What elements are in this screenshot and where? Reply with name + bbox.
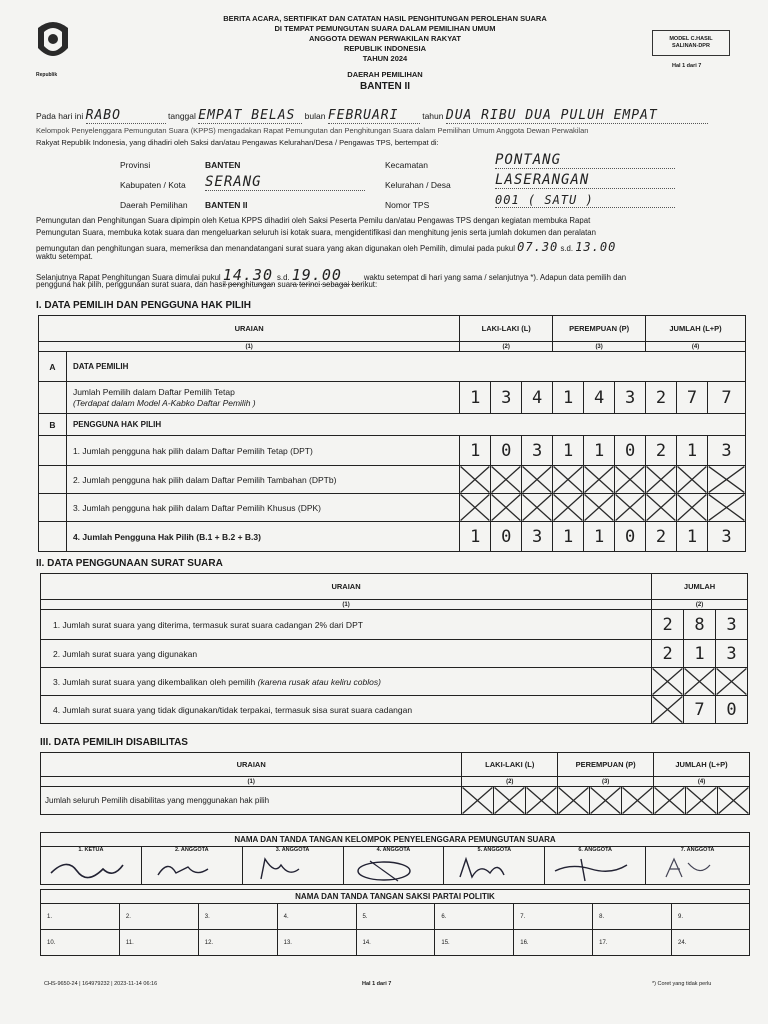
s3-col-jumlah: JUMLAH (L+P) — [654, 753, 750, 777]
opening-text-2: Kelompok Penyelenggara Pemungutan Suara (KPPS) mengadakan Rapat Pemungutan dan Penghitungan Suara dalam Pemilihan Umum Anggota Dewan Perwakilan — [36, 126, 589, 135]
cross-mark-icon — [526, 787, 557, 814]
signature-anggota-4[interactable] — [343, 847, 444, 885]
s3-col-laki: LAKI-LAKI (L) — [462, 753, 558, 777]
crossed-cell — [494, 787, 526, 815]
footer-note: *) Coret yang tidak perlu — [652, 981, 712, 987]
saksi-slot[interactable]: 9. — [672, 904, 750, 930]
cross-mark-icon — [622, 787, 653, 814]
cross-mark-icon — [677, 466, 707, 493]
saksi-slot[interactable]: 13. — [277, 930, 356, 956]
s2-r2-digit: 3 — [716, 640, 748, 668]
crossed-cell — [491, 466, 522, 494]
cross-mark-icon — [708, 494, 745, 521]
b1-digit: 1 — [584, 436, 615, 466]
role-label: 5. ANGGOTA — [477, 847, 512, 853]
saksi-slot[interactable]: 3. — [198, 904, 277, 930]
a1-digit: 1 — [460, 382, 491, 414]
cross-mark-icon — [522, 466, 552, 493]
b4-label: 4. Jumlah Pengguna Hak Pilih (B.1 + B.2 + B.3) — [66, 522, 459, 552]
header-line-3: ANGGOTA DEWAN PERWAKILAN RAKYAT — [309, 34, 461, 43]
s1-col-jumlah: JUMLAH (L+P) — [646, 316, 746, 342]
handwritten-signature — [450, 855, 530, 883]
cross-mark-icon — [615, 494, 645, 521]
crossed-cell — [646, 466, 677, 494]
role-label: 7. ANGGOTA — [680, 847, 715, 853]
s3-col-uraian: URAIAN — [41, 753, 462, 777]
para-1-line-3 — [36, 240, 616, 254]
s2-r4-label: 4. Jumlah surat suara yang tidak digunakan/tidak terpakai, termasuk sisa surat suara cadangan — [41, 696, 652, 724]
saksi-signature-table — [40, 889, 750, 956]
tps-label: Nomor TPS — [385, 200, 430, 210]
b1-digit: 3 — [707, 436, 745, 466]
s2-r2-digit: 1 — [684, 640, 716, 668]
section-1-title: I. DATA PEMILIH DAN PENGGUNA HAK PILIH — [36, 300, 251, 311]
b3-label: 3. Jumlah pengguna hak pilih dalam Daftar Pemilih Khusus (DPK) — [66, 494, 459, 522]
crossed-cell — [654, 787, 686, 815]
b3-blank — [39, 494, 67, 522]
cross-mark-icon — [686, 787, 717, 814]
cross-mark-icon — [615, 466, 645, 493]
cross-mark-icon — [462, 787, 493, 814]
s3-num-2: (2) — [462, 777, 558, 787]
s2-col-uraian: URAIAN — [41, 574, 652, 600]
para-2-text: Selanjutnya Rapat Penghitungan Suara dimulai pukul — [36, 273, 221, 282]
opening-text-3: Rakyat Republik Indonesia, yang dihadiri oleh Saksi dan/atau Pengawas Kelurahan/Desa / Pengawas TPS, bertempat di: — [36, 138, 439, 147]
kabupaten-value: SERANG — [205, 174, 365, 191]
hari-value: RABO — [86, 108, 166, 124]
a1-digit: 7 — [677, 382, 708, 414]
cross-mark-icon — [558, 787, 589, 814]
cross-mark-icon — [491, 494, 521, 521]
para-1-line-1: Pemungutan dan Penghitungan Suara dipimpin oleh Ketua KPPS dihadiri oleh Saksi Peserta Pemilu dan/atau Pengawas TPS dengan kegiatan membuka Rapat — [36, 216, 591, 225]
cross-mark-icon — [684, 668, 715, 695]
crossed-cell — [652, 696, 684, 724]
saksi-slot[interactable]: 16. — [514, 930, 593, 956]
crossed-cell — [646, 494, 677, 522]
s3-num-1: (1) — [41, 777, 462, 787]
opening-line — [36, 108, 708, 124]
bulan-label: bulan — [304, 111, 326, 121]
b1-digit: 2 — [646, 436, 677, 466]
crossed-cell — [460, 494, 491, 522]
crossed-cell — [716, 668, 748, 696]
a1-digit: 3 — [491, 382, 522, 414]
crossed-cell — [622, 787, 654, 815]
s2-r4-digit: 7 — [684, 696, 716, 724]
section-3-title: III. DATA PEMILIH DISABILITAS — [40, 737, 188, 748]
saksi-slot[interactable]: 11. — [119, 930, 198, 956]
cross-mark-icon — [708, 466, 745, 493]
a1-digit: 7 — [707, 382, 745, 414]
footer-code: CHS-9650-24 | 164979232 | 2023-11-14 06:16 — [44, 981, 158, 987]
b4-digit: 3 — [522, 522, 553, 552]
b4-digit: 3 — [707, 522, 745, 552]
s3-num-4: (4) — [654, 777, 750, 787]
role-label: 2. ANGGOTA — [174, 847, 209, 853]
b1-digit: 3 — [522, 436, 553, 466]
section-3-table — [40, 752, 750, 815]
para-1-line-4: waktu setempat. — [36, 252, 93, 261]
signature-ketua[interactable] — [41, 847, 142, 885]
saksi-slot[interactable]: 24. — [672, 930, 750, 956]
crossed-cell — [584, 466, 615, 494]
saksi-slot[interactable]: 4. — [277, 904, 356, 930]
crossed-cell — [553, 466, 584, 494]
kpps-title: NAMA DAN TANDA TANGAN KELOMPOK PENYELENGGARA PEMUNGUTAN SUARA — [41, 833, 750, 847]
s1-num-1: (1) — [39, 342, 460, 352]
tps-value: 001 ( SATU ) — [495, 193, 675, 208]
bulan-value: FEBRUARI — [328, 108, 420, 124]
s2-col-jumlah: JUMLAH — [652, 574, 748, 600]
crossed-cell — [590, 787, 622, 815]
b1-digit: 0 — [615, 436, 646, 466]
crossed-cell — [684, 668, 716, 696]
crossed-cell — [615, 494, 646, 522]
s2-r3-label-cell — [41, 668, 652, 696]
a1-sub: (Terdapat dalam Model A-Kabko Daftar Pemilih ) — [72, 397, 256, 408]
sd-label-2: s.d. — [277, 273, 290, 282]
page-number-top: Hal 1 dari 7 — [672, 63, 702, 69]
b-letter: B — [39, 414, 67, 436]
header-line-2: DI TEMPAT PEMUNGUTAN SUARA DALAM PEMILIHAN UMUM — [274, 24, 496, 33]
model-code-1: MODEL C.HASIL — [669, 36, 713, 42]
s3-col-perempuan: PEREMPUAN (P) — [558, 753, 654, 777]
header-line-4: REPUBLIK INDONESIA — [343, 44, 427, 53]
signature-anggota-3[interactable] — [242, 847, 343, 885]
kelurahan-value: LASERANGAN — [495, 172, 675, 189]
saksi-slot[interactable]: 12. — [198, 930, 277, 956]
handwritten-signature — [47, 855, 127, 883]
section-2-table — [40, 573, 748, 724]
saksi-slot[interactable]: 1. — [41, 904, 120, 930]
s1-col-laki: LAKI-LAKI (L) — [460, 316, 553, 342]
a1-digit: 4 — [522, 382, 553, 414]
crossed-cell — [652, 668, 684, 696]
daerah-value: BANTEN II — [360, 81, 410, 92]
crossed-cell — [553, 494, 584, 522]
s2-r2-digit: 2 — [652, 640, 684, 668]
handwritten-signature — [350, 855, 430, 883]
cross-mark-icon — [590, 787, 621, 814]
b2-label: 2. Jumlah pengguna hak pilih dalam Daftar Pemilih Tambahan (DPTb) — [66, 466, 459, 494]
daerah-label: DAERAH PEMILIHAN — [347, 70, 423, 79]
b2-blank — [39, 466, 67, 494]
cross-mark-icon — [460, 466, 490, 493]
crossed-cell — [615, 466, 646, 494]
cross-mark-icon — [652, 696, 683, 723]
s2-r1-digit: 2 — [652, 610, 684, 640]
garuda-logo — [32, 18, 74, 74]
role-label: 3. ANGGOTA — [275, 847, 310, 853]
signature-anggota-5[interactable] — [444, 847, 545, 885]
a1-digit: 2 — [646, 382, 677, 414]
cross-mark-icon — [584, 466, 614, 493]
signature-anggota-2[interactable] — [141, 847, 242, 885]
cross-mark-icon — [646, 466, 676, 493]
para-2-rest: waktu setempat di hari yang sama / selanjutnya *). Adapun data pemilih dan — [363, 273, 627, 282]
para-1-line-2: Pemungutan Suara, membuka kotak suara dan mengeluarkan seluruh isi kotak suara, mengidentifikasi dan menghitung jenis serta jumlah dokumen dan peralatan — [36, 228, 596, 237]
saksi-slot[interactable]: 7. — [514, 904, 593, 930]
role-label: 1. KETUA — [78, 847, 104, 853]
handwritten-signature — [551, 855, 631, 883]
crossed-cell — [491, 494, 522, 522]
crossed-cell — [526, 787, 558, 815]
crossed-cell — [522, 466, 553, 494]
saksi-slot[interactable]: 17. — [593, 930, 672, 956]
cross-mark-icon — [677, 494, 707, 521]
handwritten-signature — [249, 855, 329, 883]
crossed-cell — [584, 494, 615, 522]
crossed-cell — [707, 466, 745, 494]
logo-caption: Republik — [36, 72, 58, 78]
b4-digit: 0 — [615, 522, 646, 552]
saksi-title: NAMA DAN TANDA TANGAN SAKSI PARTAI POLITIK — [41, 890, 750, 904]
a-title: DATA PEMILIH — [66, 352, 745, 382]
b4-digit: 1 — [584, 522, 615, 552]
model-code-2: SALINAN-DPR — [672, 43, 710, 49]
b1-blank — [39, 436, 67, 466]
a-letter: A — [39, 352, 67, 382]
saksi-slot[interactable]: 8. — [593, 904, 672, 930]
b-title: PENGGUNA HAK PILIH — [66, 414, 745, 436]
saksi-slot[interactable]: 2. — [119, 904, 198, 930]
s2-r3-italic: (karena rusak atau keliru coblos) — [257, 676, 381, 687]
b1-digit: 1 — [460, 436, 491, 466]
cross-mark-icon — [646, 494, 676, 521]
dapil-value: BANTEN II — [205, 200, 248, 210]
header-line-1: BERITA ACARA, SERTIFIKAT DAN CATATAN HASIL PENGHITUNGAN PEROLEHAN SUARA — [223, 14, 547, 23]
section-2-title: II. DATA PENGGUNAAN SURAT SUARA — [36, 558, 223, 569]
crossed-cell — [686, 787, 718, 815]
cross-mark-icon — [460, 494, 490, 521]
s1-num-2: (2) — [460, 342, 553, 352]
time-end: 13.00 — [575, 240, 617, 254]
saksi-slot[interactable]: 10. — [41, 930, 120, 956]
cross-mark-icon — [553, 494, 583, 521]
s2-r3-label: 3. Jumlah surat suara yang dikembalikan oleh pemilih — [53, 676, 256, 687]
b4-digit: 2 — [646, 522, 677, 552]
b4-digit: 0 — [491, 522, 522, 552]
crossed-cell — [718, 787, 750, 815]
crossed-cell — [460, 466, 491, 494]
kecamatan-label: Kecamatan — [385, 160, 428, 170]
tahun-value: DUA RIBU DUA PULUH EMPAT — [446, 108, 708, 124]
kpps-signature-table — [40, 832, 750, 885]
s2-r4-digit: 0 — [716, 696, 748, 724]
b1-digit: 0 — [491, 436, 522, 466]
s3-r1-label: Jumlah seluruh Pemilih disabilitas yang menggunakan hak pilih — [41, 787, 462, 815]
sd-label-1: s.d. — [560, 244, 574, 253]
header-line-5: TAHUN 2024 — [362, 54, 408, 63]
signature-anggota-7[interactable] — [646, 847, 750, 885]
provinsi-value: BANTEN — [205, 160, 241, 170]
s2-r1-digit: 8 — [684, 610, 716, 640]
hari-label: Pada hari ini — [36, 111, 84, 121]
a1-digit: 4 — [584, 382, 615, 414]
cross-mark-icon — [652, 668, 683, 695]
a1-digit: 1 — [553, 382, 584, 414]
a1-blank — [39, 382, 67, 414]
s2-num-2: (2) — [652, 600, 748, 610]
a1-label: Jumlah Pemilih dalam Daftar Pemilih Tetap — [72, 386, 235, 397]
model-code-box — [652, 30, 730, 56]
crossed-cell — [558, 787, 590, 815]
a1-digit: 3 — [615, 382, 646, 414]
b4-digit: 1 — [677, 522, 708, 552]
tanggal-value: EMPAT BELAS — [198, 108, 302, 124]
cross-mark-icon — [716, 668, 747, 695]
s2-r2-label: 2. Jumlah surat suara yang digunakan — [41, 640, 652, 668]
cross-mark-icon — [522, 494, 552, 521]
handwritten-signature — [652, 855, 732, 883]
crossed-cell — [707, 494, 745, 522]
saksi-slot[interactable]: 5. — [356, 904, 435, 930]
para-1-line-3-text: pemungutan dan penghitungan suara, memeriksa dan menandatangani surat suara yang akan digunakan oleh Pemilih, dimulai pada pukul — [36, 244, 515, 253]
section-1-table — [38, 315, 746, 552]
s2-r1-label: 1. Jumlah surat suara yang diterima, termasuk surat suara cadangan 2% dari DPT — [41, 610, 652, 640]
cross-mark-icon — [584, 494, 614, 521]
role-label: 4. ANGGOTA — [376, 847, 411, 853]
signature-anggota-6[interactable] — [545, 847, 646, 885]
b4-digit: 1 — [460, 522, 491, 552]
s1-col-perempuan: PEREMPUAN (P) — [553, 316, 646, 342]
s1-col-uraian: URAIAN — [39, 316, 460, 342]
document-header — [150, 14, 620, 92]
s1-num-4: (4) — [646, 342, 746, 352]
cross-mark-icon — [494, 787, 525, 814]
cross-mark-icon — [553, 466, 583, 493]
saksi-slot[interactable]: 14. — [356, 930, 435, 956]
crossed-cell — [462, 787, 494, 815]
s2-r1-digit: 3 — [716, 610, 748, 640]
b1-digit: 1 — [553, 436, 584, 466]
role-label: 6. ANGGOTA — [578, 847, 612, 853]
provinsi-label: Provinsi — [120, 160, 151, 170]
kecamatan-value: PONTANG — [495, 152, 675, 169]
saksi-slot[interactable]: 6. — [435, 904, 514, 930]
s1-num-3: (3) — [553, 342, 646, 352]
crossed-cell — [522, 494, 553, 522]
a1-label-cell — [66, 382, 459, 414]
kelurahan-label: Kelurahan / Desa — [385, 180, 451, 190]
tanggal-label: tanggal — [168, 111, 196, 121]
b1-label: 1. Jumlah pengguna hak pilih dalam Daftar Pemilih Tetap (DPT) — [66, 436, 459, 466]
b4-blank — [39, 522, 67, 552]
handwritten-signature — [148, 855, 228, 883]
crossed-cell — [677, 466, 708, 494]
cross-mark-icon — [654, 787, 685, 814]
saksi-slot[interactable]: 15. — [435, 930, 514, 956]
time2-start: 14.30 — [222, 266, 273, 284]
footer-page: Hal 1 dari 7 — [362, 981, 392, 987]
tahun-label: tahun — [422, 111, 444, 121]
time2-end: 19.00 — [292, 266, 362, 285]
b4-digit: 1 — [553, 522, 584, 552]
kabupaten-label: Kabupaten / Kota — [120, 180, 186, 190]
cross-mark-icon — [718, 787, 749, 814]
crossed-cell — [677, 494, 708, 522]
para-2-line-3: pengguna hak pilih, penggunaan surat suara, dan hasil penghitungan suara terinci sebagai berikut: — [36, 280, 378, 289]
b1-digit: 1 — [677, 436, 708, 466]
s3-num-3: (3) — [558, 777, 654, 787]
cross-mark-icon — [491, 466, 521, 493]
dapil-label: Daerah Pemilihan — [120, 200, 188, 210]
time-start: 07.30 — [517, 240, 559, 254]
s2-num-1: (1) — [41, 600, 652, 610]
